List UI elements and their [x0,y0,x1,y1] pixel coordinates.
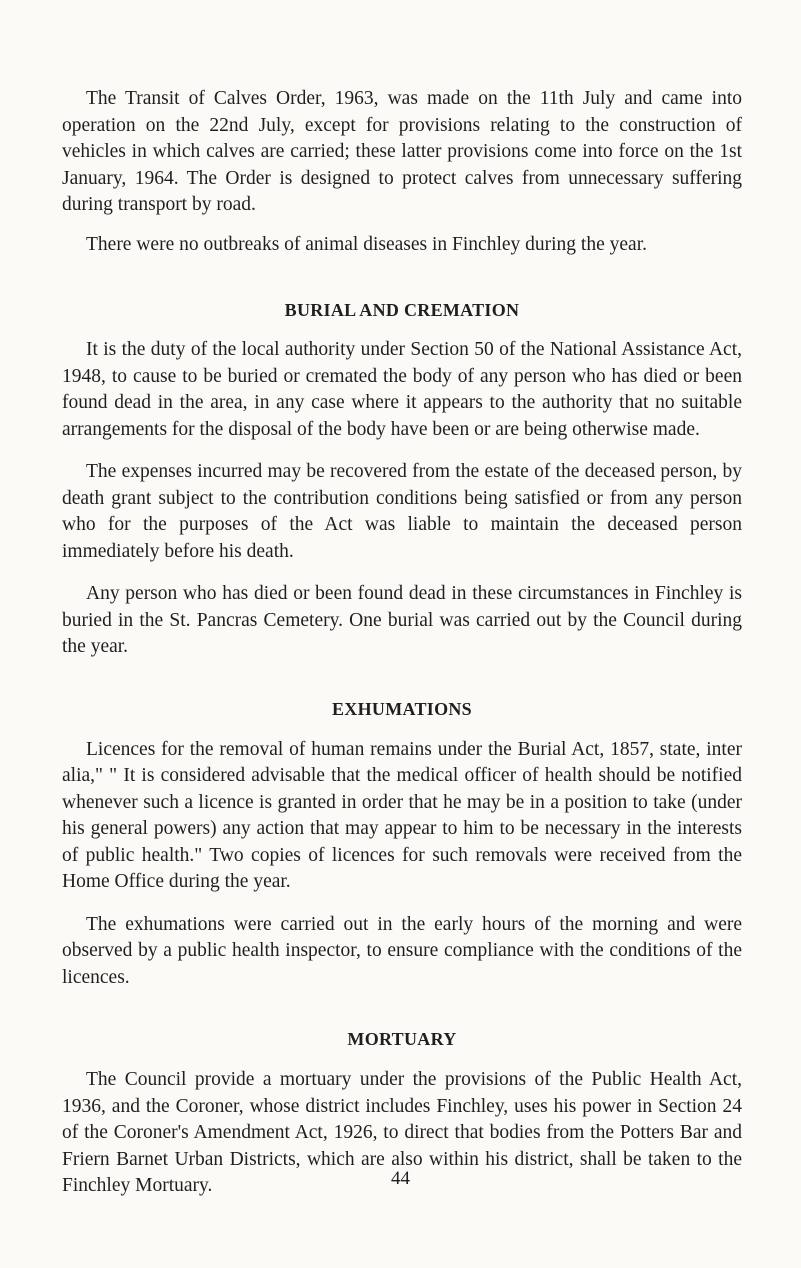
burial-heading: BURIAL AND CREMATION [284,300,520,320]
burial-paragraph-expenses: The expenses incurred may be recovered from the estate of the deceased person, by death grant subject to the contribution conditions being satisfied or from any person who for the purposes of the Act was liable to maintain the deceased person immediately before his death. [62,461,742,562]
mortuary-heading: MORTUARY [347,1029,457,1049]
animal-diseases-paragraph: There were no outbreaks of animal diseases in Finchley during the year. [86,233,647,255]
exhumations-heading: EXHUMATIONS [332,698,472,719]
burial-paragraph-duty: It is the duty of the local authority under Section 50 of the National Assistance Act, 1948, to cause to be buried or cremated the body of any person who has died or been found dead in the area, in any case where it appears to the authority that no suitable arrangements for the disposal of the body have been or are being otherwise made. [62,339,742,440]
exhumations-paragraph-licences: Licences for the removal of human remains under the Burial Act, 1857, state, inter alia," " It is considered advisable that the medical officer of health should be notified whenever such a licence is granted in order that he may be in a position to take (under his general powers) any action that may appear to him to be necessary in the interests of public health." Two copies of licences for such removals were received from the Home Office during the year. [62,738,742,892]
page-number: 44 [391,1168,410,1189]
burial-paragraph-cemetery: Any person who has died or been found dead in these circumstances in Finchley is buried in the St. Pancras Cemetery. One burial was carried out by the Council during the year. [62,583,742,657]
page-content [62,86,742,1200]
exhumations-paragraph-observed: The exhumations were carried out in the early hours of the morning and were observed by a public health inspector, to ensure compliance with the conditions of the licences. [62,913,742,988]
mortuary-paragraph: The Council provide a mortuary under the provisions of the Public Health Act, 1936, and the Coroner, whose district includes Finchley, uses his power in Section 24 of the Coroner's Amendment Act, 1926, to direct that bodies from the Potters Bar and Friern Barnet Urban Districts, which are also within his district, shall be taken to the Finchley Mortuary. [62,1069,742,1196]
transit-of-calves-paragraph: The Transit of Calves Order, 1963, was made on the 11th July and came into operation on the 22nd July, except for provisions relating to the construction of vehicles in which calves are carried; these latter provisions come into force on the 1st January, 1964. The Order is designed to protect calves from unnecessary suffering during transport by road. [62,88,742,215]
